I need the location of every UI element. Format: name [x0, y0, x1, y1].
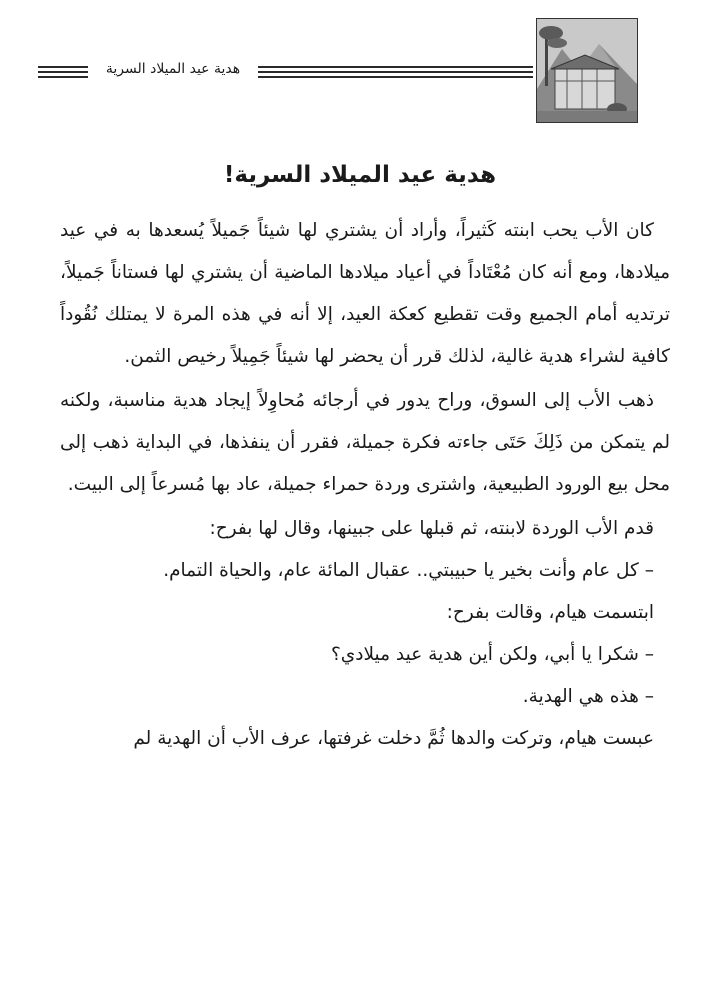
- text-line: ابتسمت هيام، وقالت بفرح:: [446, 602, 654, 623]
- page-header: [38, 18, 638, 123]
- story-illustration-icon: [536, 18, 638, 123]
- dialogue-line: – شكرا يا أبي، ولكن أين هدية عيد ميلادي؟: [330, 644, 654, 665]
- running-title: هدية عيد الميلاد السرية: [105, 61, 241, 77]
- text-line: قدم الأب الوردة لابنته، ثم قبلها على جبينها، وقال لها بفرح:: [209, 518, 654, 539]
- text-line: عبست هيام، وتركت والدها ثُمَّ دخلت غرفتها، عرف الأب أن الهدية لم: [133, 728, 654, 749]
- header-rule-right: [258, 66, 533, 78]
- dialogue-line: – كل عام وأنت بخير يا حبيبتي.. عقبال المائة عام، والحياة التمام.: [163, 560, 654, 581]
- story-body: [60, 210, 670, 760]
- paragraph: كان الأب يحب ابنته كَثيراً، وأراد أن يشتري لها شيئاً جَميلاً يُسعدها به في عيد ميلادها، ومع أنه كان مُعْتَاداً في أعياد ميلادها الماضية أن يشتري لها فستاناً جَميلاً، ترتديه أمام الجميع وقت تقطيع كعكة العيد، إلا أنه في هذه المرة لا يمتلك نُقُوداً كافية لشراء هدية غالية، لذلك قرر أن يحضر لها شيئاً جَمِيلاً رخيص الثمن.: [60, 220, 670, 367]
- dialogue-line: – هذه هي الهدية.: [522, 686, 654, 707]
- page-title: هدية عيد الميلاد السرية!: [223, 162, 497, 188]
- header-rule-left: [38, 66, 88, 78]
- paragraph: ذهب الأب إلى السوق، وراح يدور في أرجائه مُحاوِلاً إيجاد هدية مناسبة، ولكنه لم يتمكن من ذَلِكَ حَتَى جاءته فكرة جميلة، فقرر أن ينفذها، في البداية ذهب إلى محل بيع الورود الطبيعية، واشترى وردة حمراء جميلة، عاد بها مُسرعاً إلى البيت.: [60, 390, 670, 495]
